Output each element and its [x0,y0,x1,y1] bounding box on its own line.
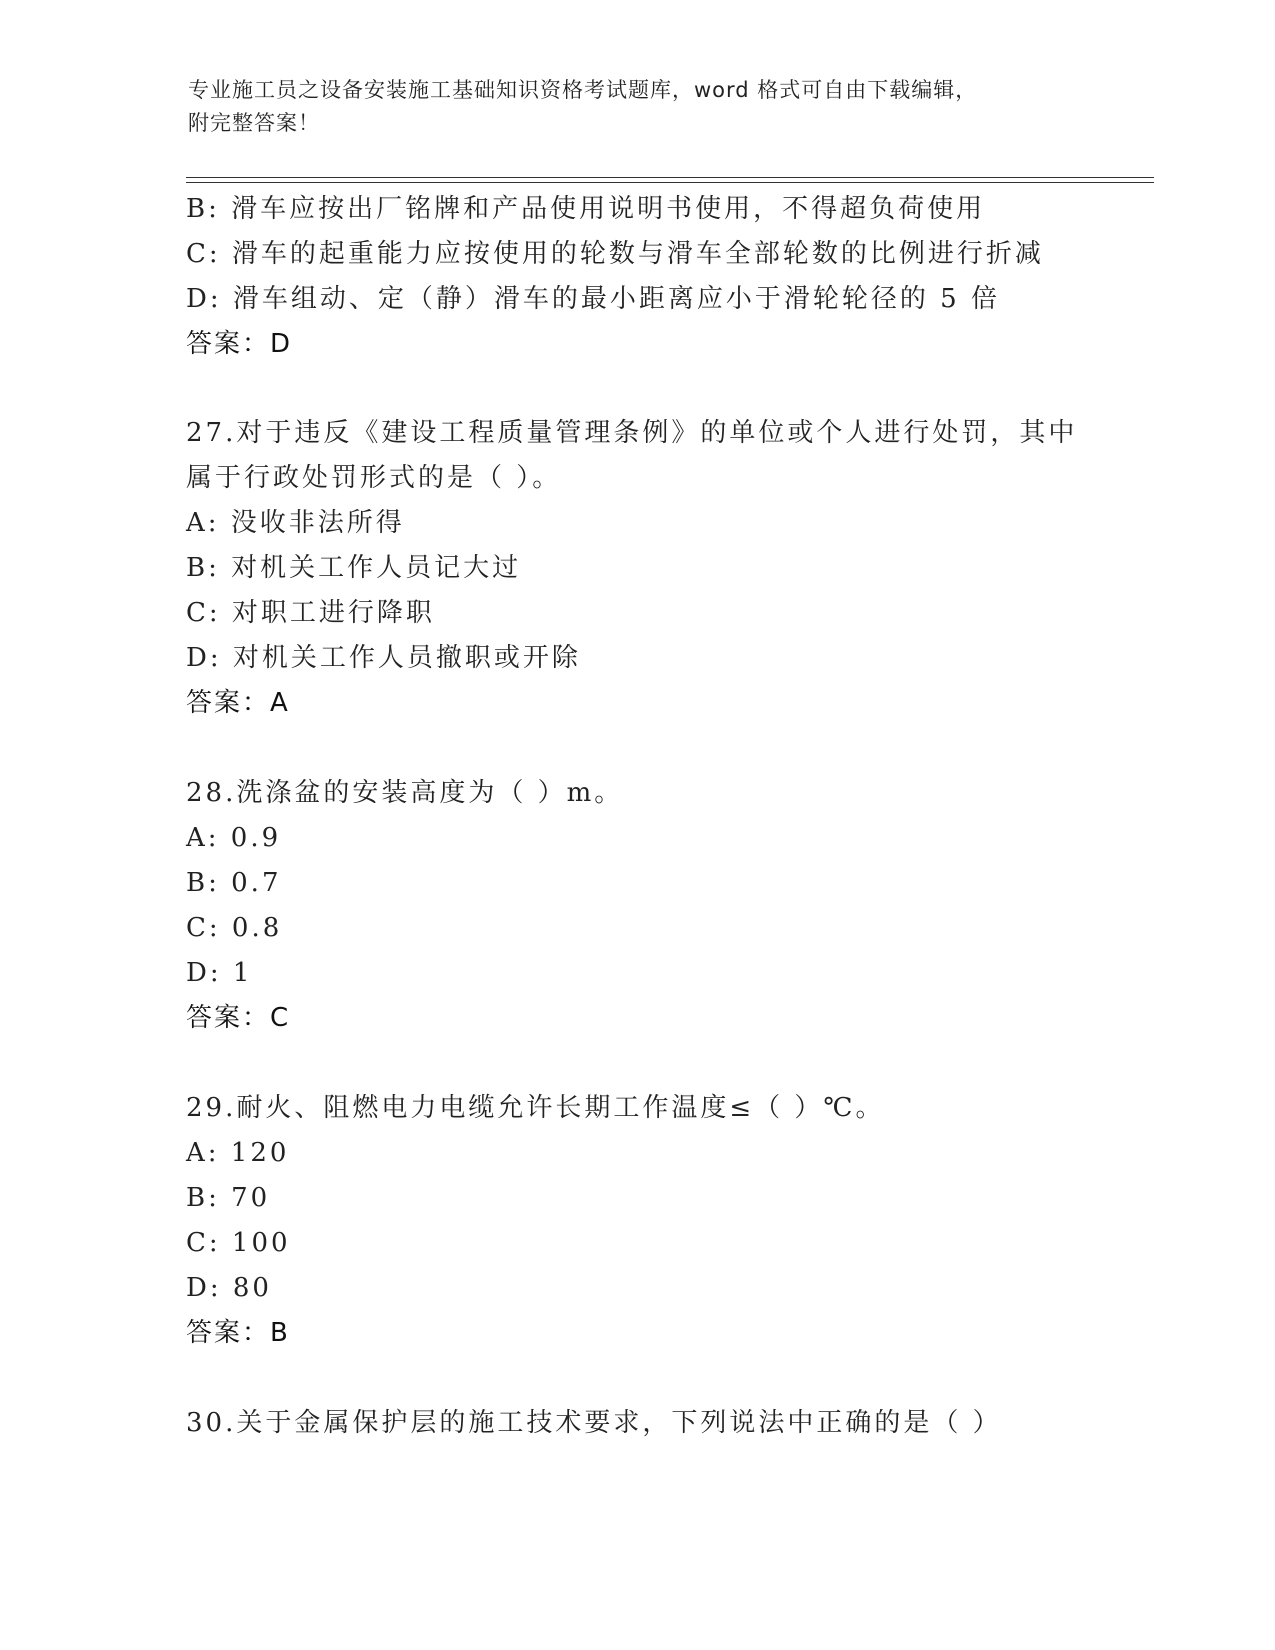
q27-option-c: C: 对职工进行降职 [186,598,435,628]
q26-option-c: C: 滑车的起重能力应按使用的轮数与滑车全部轮数的比例进行折减 [186,239,1044,269]
header-divider-bottom [186,182,1154,183]
header-divider-top [186,177,1154,178]
header-line-1: 专业施工员之设备安装施工基础知识资格考试题库，word 格式可自由下载编辑， [188,78,978,102]
q26-option-d: D: 滑车组动、定（静）滑车的最小距离应小于滑轮轮径的 5 倍 [186,284,1000,314]
q27-question-line-2: 属于行政处罚形式的是（ ）。 [186,463,562,493]
q30-question: 30.关于金属保护层的施工技术要求，下列说法中正确的是（ ） [186,1408,1002,1438]
q28-option-d: D: 1 [186,958,253,988]
q29-answer: 答案：B [186,1318,290,1348]
q28-option-c: C: 0.8 [186,913,283,943]
q29-option-c: C: 100 [186,1228,291,1258]
q27-option-a: A: 没收非法所得 [186,508,405,538]
q27-option-b: B: 对机关工作人员记大过 [186,553,522,583]
document-header [188,74,1068,140]
q27-question-line-1: 27.对于违反《建设工程质量管理条例》的单位或个人进行处罚，其中 [186,418,1078,448]
q29-option-a: A: 120 [186,1138,290,1168]
q28-option-b: B: 0.7 [186,868,282,898]
q28-answer: 答案：C [186,1003,291,1033]
q28-question: 28.洗涤盆的安装高度为（ ）m。 [186,778,624,808]
q27-answer: 答案：A [186,688,290,718]
q29-option-d: D: 80 [186,1273,272,1303]
q29-option-b: B: 70 [186,1183,271,1213]
q29-question: 29.耐火、阻燃电力电缆允许长期工作温度≤（ ）℃。 [186,1093,885,1123]
q28-option-a: A: 0.9 [186,823,282,853]
q27-option-d: D: 对机关工作人员撤职或开除 [186,643,581,673]
q26-option-b: B: 滑车应按出厂铭牌和产品使用说明书使用，不得超负荷使用 [186,194,986,224]
q26-answer: 答案：D [186,329,293,359]
header-line-2: 附完整答案！ [188,111,320,135]
